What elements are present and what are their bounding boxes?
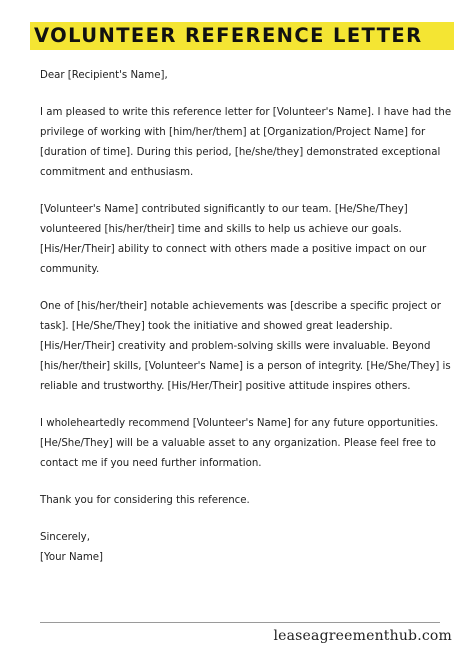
footer-site-name: leaseagreementhub.com — [273, 628, 452, 644]
paragraph-intro: I am pleased to write this reference letter for [Volunteer's Name]. I have had the privilege of working with [him/her/them] at [Organization/Project Name] for [duration of time]. During this period, [he/she/they] demonstrated exceptional commitment and enthusiasm. — [40, 107, 452, 178]
footer-divider — [40, 622, 440, 623]
paragraph-thanks: Thank you for considering this reference. — [40, 495, 250, 506]
title-highlight-bar — [30, 22, 454, 50]
signature: [Your Name] — [40, 552, 103, 563]
greeting: Dear [Recipient's Name], — [40, 70, 168, 81]
paragraph-contribution: [Volunteer's Name] contributed significantly to our team. [He/She/They] volunteered [his/her/their] time and skills to help us achieve our goals. [His/Her/Their] ability to connect with others made a positive impact on our community. — [40, 204, 427, 275]
letter-body — [40, 66, 452, 568]
paragraph-achievements: One of [his/her/their] notable achievements was [describe a specific project or task]. [He/She/They] took the initiative and showed great leadership. [His/Her/Their] creativity and problem-solving skills were invaluable. Beyond [his/her/their] skills, [Volunteer's Name] is a person of integrity. [He/She/They] is reliable and trustworthy. [His/Her/Their] positive attitude inspires others. — [40, 301, 451, 392]
paragraph-recommendation: I wholeheartedly recommend [Volunteer's Name] for any future opportunities. [He/She/They] will be a valuable asset to any organization. Please feel free to contact me if you need further information. — [40, 418, 439, 469]
page-title: VOLUNTEER REFERENCE LETTER — [34, 24, 423, 47]
closing: Sincerely, — [40, 532, 90, 543]
